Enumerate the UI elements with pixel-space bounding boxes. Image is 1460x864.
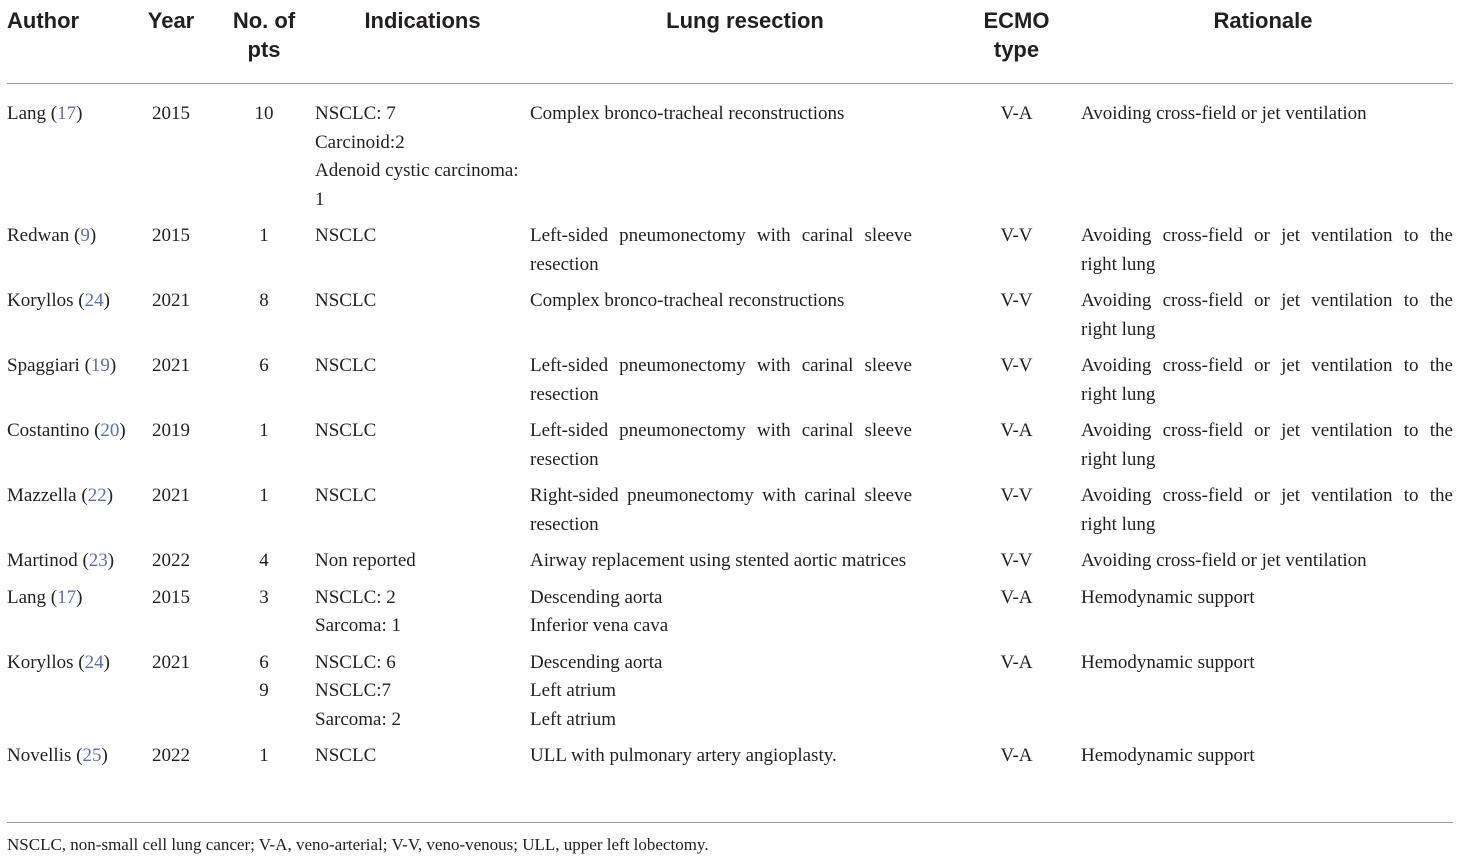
reference-link[interactable]: 22 — [87, 485, 107, 506]
resection-cell — [530, 649, 960, 743]
indication-line: Sarcoma: 2 — [315, 708, 402, 730]
reference-link[interactable]: 17 — [57, 103, 77, 124]
resection-line: Left atrium — [530, 680, 616, 701]
header-pts-label: No. of pts — [232, 8, 296, 62]
indication-line: Carcinoid:2 — [315, 131, 405, 153]
indication-line: NSCLC — [315, 745, 377, 766]
rationale-cell: Hemodynamic support — [1081, 586, 1255, 608]
author-cell: Novellis (25) — [7, 745, 108, 766]
resection-cell — [530, 482, 960, 547]
pts-value: 10 — [254, 103, 274, 124]
ecmo-cell: V-V — [1000, 355, 1033, 376]
indications-cell — [315, 547, 530, 584]
ecmo-cell: V-A — [1000, 651, 1033, 673]
resection-cell — [530, 417, 960, 482]
indication-line: Adenoid cystic carcinoma: 1 — [315, 160, 519, 210]
resection-cell — [530, 222, 960, 287]
rationale-cell: Avoiding cross-field or jet ventilation to the right lung — [1081, 355, 1453, 405]
indication-line: NSCLC: 7 — [315, 103, 396, 124]
year-cell: 2021 — [152, 651, 190, 673]
author-name: Koryllos — [7, 651, 74, 673]
header-pts — [213, 0, 315, 84]
ecmo-cell: V-V — [1000, 550, 1033, 571]
rationale-cell: Avoiding cross-field or jet ventilation — [1081, 550, 1367, 571]
pts-cell — [213, 84, 315, 223]
table-row — [7, 584, 1453, 649]
resection-cell — [530, 287, 960, 352]
pts-value: 1 — [259, 225, 269, 246]
indication-line: NSCLC: 2 — [315, 586, 396, 608]
header-author: Author — [7, 0, 129, 84]
table-row — [7, 417, 1453, 482]
pts-cell — [213, 742, 315, 779]
year-cell: 2021 — [152, 290, 190, 311]
footnote: NSCLC, non-small cell lung cancer; V-A, veno-arterial; V-V, veno-venous; ULL, upper left lobectomy. — [7, 835, 709, 854]
author-cell: Martinod (23) — [7, 550, 115, 571]
resection-cell — [530, 584, 960, 649]
resection-line: Left-sided pneumonectomy with carinal sleeve resection — [530, 225, 912, 275]
table-row — [7, 742, 1453, 779]
table-body — [7, 84, 1453, 779]
header-row — [7, 0, 1453, 84]
resection-line: Right-sided pneumonectomy with carinal sleeve resection — [530, 485, 912, 535]
year-cell: 2022 — [152, 745, 190, 766]
indications-cell — [315, 742, 530, 779]
table-row — [7, 287, 1453, 352]
pts-cell — [213, 417, 315, 482]
resection-line: Descending aorta — [530, 651, 663, 673]
ecmo-cell: V-A — [1000, 745, 1033, 766]
ecmo-cell: V-A — [1000, 420, 1033, 441]
indication-line: Non reported — [315, 550, 416, 571]
author-cell: Redwan (9) — [7, 225, 97, 246]
indications-cell — [315, 649, 530, 743]
indications-cell — [315, 84, 530, 223]
author-cell: Koryllos (24) — [7, 651, 110, 673]
ecmo-cell: V-V — [1000, 225, 1033, 246]
table-row — [7, 649, 1453, 743]
year-cell: 2021 — [152, 485, 190, 506]
reference-link[interactable]: 25 — [82, 745, 102, 766]
pts-value: 6 — [259, 651, 269, 673]
resection-line: Left atrium — [530, 708, 616, 730]
table-row — [7, 84, 1453, 223]
resection-line: Complex bronco-tracheal reconstructions — [530, 103, 845, 124]
pts-cell — [213, 222, 315, 287]
ecmo-table — [7, 0, 1453, 779]
pts-value: 4 — [259, 550, 269, 571]
pts-cell — [213, 649, 315, 743]
table-row — [7, 547, 1453, 584]
author-cell: Lang (17) — [7, 103, 83, 124]
resection-line: Left-sided pneumonectomy with carinal sleeve resection — [530, 420, 912, 470]
indication-line: NSCLC — [315, 225, 377, 246]
indication-line: NSCLC: 6 — [315, 651, 396, 673]
indications-cell — [315, 482, 530, 547]
indications-cell — [315, 352, 530, 417]
resection-line: Inferior vena cava — [530, 615, 669, 636]
author-name: Lang — [7, 586, 47, 608]
header-ecmo-label: ECMO type — [983, 8, 1050, 62]
rationale-cell: Hemodynamic support — [1081, 745, 1255, 766]
author-name: Novellis — [7, 745, 72, 766]
reference-link[interactable]: 17 — [57, 586, 77, 608]
table-row — [7, 482, 1453, 547]
pts-value: 8 — [259, 290, 269, 311]
author-cell: Mazzella (22) — [7, 485, 114, 506]
resection-cell — [530, 742, 960, 779]
resection-cell — [530, 352, 960, 417]
author-cell: Lang (17) — [7, 586, 83, 608]
rationale-cell: Avoiding cross-field or jet ventilation — [1081, 103, 1367, 124]
indications-cell — [315, 222, 530, 287]
year-cell: 2015 — [152, 586, 190, 608]
author-name: Costantino — [7, 420, 90, 441]
header-resection: Lung resection — [530, 0, 960, 84]
header-year: Year — [129, 0, 213, 84]
rationale-cell: Avoiding cross-field or jet ventilation to the right lung — [1081, 290, 1453, 340]
pts-value: 1 — [259, 745, 269, 766]
reference-link[interactable]: 23 — [88, 550, 108, 571]
year-cell: 2015 — [152, 103, 190, 124]
indication-line: NSCLC:7 — [315, 680, 392, 701]
author-name: Mazzella — [7, 485, 77, 506]
rationale-cell: Avoiding cross-field or jet ventilation to the right lung — [1081, 485, 1453, 535]
pts-value: 6 — [259, 355, 269, 376]
year-cell: 2019 — [152, 420, 190, 441]
indication-line: NSCLC — [315, 290, 377, 311]
header-rationale: Rationale — [1073, 0, 1453, 84]
resection-line: ULL with pulmonary artery angioplasty. — [530, 745, 837, 766]
bottom-rule — [7, 822, 1453, 823]
author-cell: Spaggiari (19) — [7, 355, 117, 376]
table-row — [7, 352, 1453, 417]
indications-cell — [315, 584, 530, 649]
indication-line: Sarcoma: 1 — [315, 615, 402, 636]
author-name: Koryllos — [7, 290, 74, 311]
indication-line: NSCLC — [315, 485, 377, 506]
indications-cell — [315, 287, 530, 352]
rationale-cell: Avoiding cross-field or jet ventilation to the right lung — [1081, 225, 1453, 275]
year-cell: 2015 — [152, 225, 190, 246]
header-indications: Indications — [315, 0, 530, 84]
author-name: Lang — [7, 103, 47, 124]
indications-cell — [315, 417, 530, 482]
resection-cell — [530, 84, 960, 223]
ecmo-cell: V-A — [1000, 586, 1033, 608]
author-cell: Koryllos (24) — [7, 290, 110, 311]
reference-link[interactable]: 19 — [90, 355, 110, 376]
resection-line: Airway replacement using stented aortic matrices — [530, 550, 907, 571]
ecmo-cell: V-A — [1000, 103, 1033, 124]
author-name: Martinod — [7, 550, 78, 571]
year-cell: 2021 — [152, 355, 190, 376]
pts-value: 1 — [259, 485, 269, 506]
pts-cell — [213, 584, 315, 649]
reference-link[interactable]: 9 — [80, 225, 90, 246]
resection-line: Descending aorta — [530, 586, 663, 608]
ecmo-cell: V-V — [1000, 485, 1033, 506]
pts-cell — [213, 547, 315, 584]
reference-link[interactable]: 20 — [100, 420, 120, 441]
resection-line: Left-sided pneumonectomy with carinal sleeve resection — [530, 355, 912, 405]
year-cell: 2022 — [152, 550, 190, 571]
table-row — [7, 222, 1453, 287]
ecmo-cell: V-V — [1000, 290, 1033, 311]
reference-link[interactable]: 24 — [84, 651, 104, 673]
pts-cell — [213, 352, 315, 417]
rationale-cell: Hemodynamic support — [1081, 651, 1255, 673]
reference-link[interactable]: 24 — [84, 290, 104, 311]
author-name: Redwan — [7, 225, 70, 246]
author-cell: Costantino (20) — [7, 420, 126, 441]
pts-value: 9 — [259, 680, 269, 701]
rationale-cell: Avoiding cross-field or jet ventilation to the right lung — [1081, 420, 1453, 470]
resection-cell — [530, 547, 960, 584]
pts-value: 3 — [259, 586, 269, 608]
indication-line: NSCLC — [315, 355, 377, 376]
author-name: Spaggiari — [7, 355, 80, 376]
header-ecmo — [960, 0, 1073, 84]
pts-cell — [213, 482, 315, 547]
resection-line: Complex bronco-tracheal reconstructions — [530, 290, 845, 311]
pts-value: 1 — [259, 420, 269, 441]
pts-cell — [213, 287, 315, 352]
indication-line: NSCLC — [315, 420, 377, 441]
